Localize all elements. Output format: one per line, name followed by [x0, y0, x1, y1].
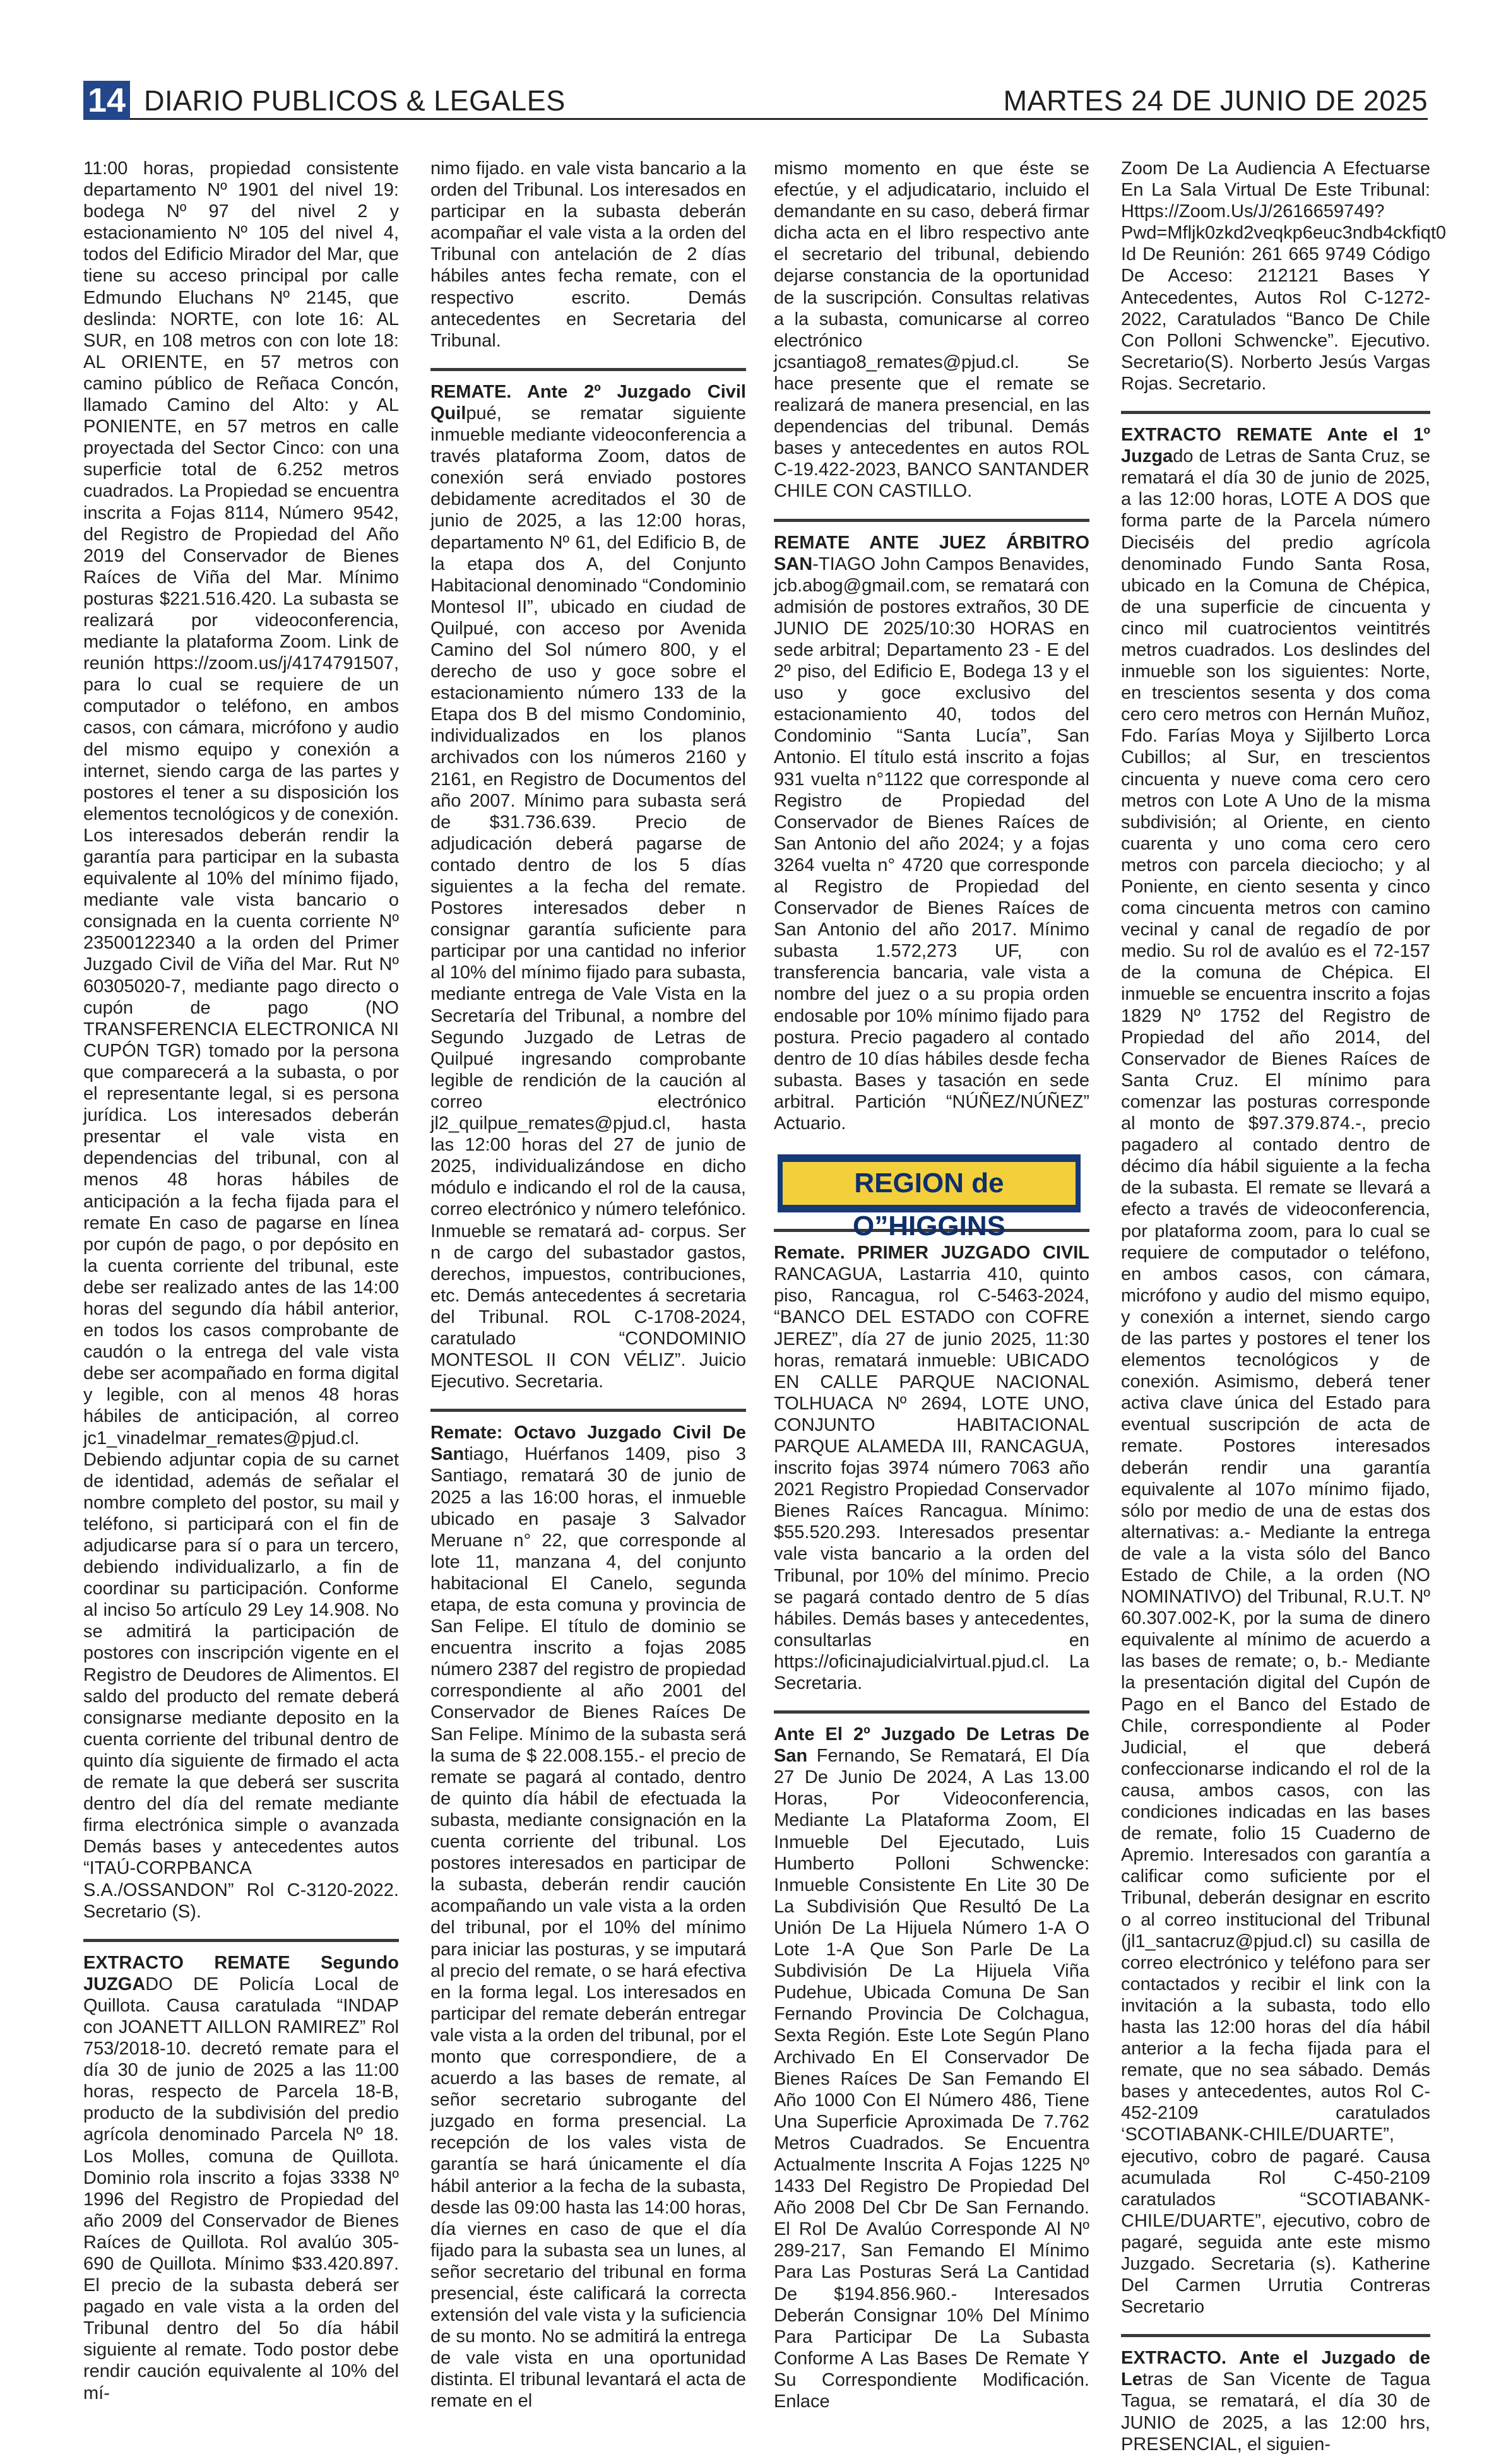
notice-text: do de Letras de Santa Cruz, se rematará el día 30 de junio de 2025, a las 12:00 horas, LOTE A DOS que forma parte de la Parcela número Dieciséis del predio agrícola denominado Fundo Santa Rosa, ubicado en la Comuna de Chépica, de una superficie de cincuenta y cinco mil cuatrocientos veintitrés metros cuadrados. Los deslindes del inmueble son los siguientes: Norte, en trescientos sesenta y dos coma cero cero metros con Hernán Muñoz, Fdo. Farías Moya y Sijilberto Lorca Cubillos; al Sur, en trescientos cincuenta y nueve coma cero cero metros con Lote A Uno de la misma subdivisión; al Oriente, en ciento cuarenta y uno coma cero cero metros con parcela dieciocho; y al Poniente, en ciento sesenta y cinco coma cincuenta metros con camino vecinal y canal de regadío de por medio. Su rol de avalúo es el 72-157 de la comuna de Chépica. El inmueble se encuentra inscrito a fojas 1829 Nº 1752 del Registro de Propiedad del año 2014, del Conservador de Bienes Raíces de Santa Cruz. El mínimo para comenzar las posturas corresponde al monto de $97.379.874.-, precio pagadero al contado dentro de décimo día hábil siguiente a la fecha de la subasta. El remate se llevará a efecto a través de videoconferencia, por plataforma zoom, para lo cual se requiere de computador o teléfono, en ambos casos, con cámara, micrófono y audio del mismo equipo, y conexión a internet, siendo cargo de las partes y postores el tener los elementos tecnológicos y de conexión. Asimismo, deberá tener activa clave única del Estado para eventual suscripción de acta de remate. Postores interesados deberán rendir una garantía equivalente al 107o mínimo fijado, sólo por medio de una de estas dos alternativas: a.- Mediante la entrega de vale a la vista sólo del Banco Estado de Chile, a la orden (NO NOMINATIVO) del Tribunal, R.U.T. Nº 60.307.002-K, por la suma de dinero equivalente al mínimo de acuerdo a las bases de remate; o, b.- Mediante la presentación digital del Cupón de Pago en el Banco del Estado de Chile, correspondiente al Poder Judicial, el que deberá confeccionarse indicando el rol de la causa, ambos casos, con las condiciones indicadas en las bases de remate, folio 15 Cuaderno de Apremio. Interesados con garantía a calificar como suficiente por el Tribunal, deberán designar en escrito o al correo institucional del Tribunal (jl1_santacruz@pjud.cl) su casilla de correo electrónico y teléfono para ser contactados y recibir el link con la invitación a la subasta, todo ello hasta las 12:00 horas del día hábil anterior a la fecha fijada para el remate, que no sea sábado. Demás bases y antecedentes, autos Rol C-452-2109 caratulados ‘SCOTIABANK-CHILE/DUARTE”, ejecutivo, cobro de pagaré. Causa acumulada Rol C-450-2109 caratulados “SCOTIABANK-CHILE/DUARTE”, ejecutivo, cobro de pagaré, seguida ante este mismo Juzgado. Secretaria (s). Katherine Del Carmen Urrutia Contreras Secretario: [1121, 446, 1430, 2318]
notice-body: [1121, 424, 1430, 2318]
notice-text: RANCAGUA, Lastarria 410, quinto piso, Rancagua, rol C-5463-2024, “BANCO DEL ESTADO con COFRE JEREZ”, día 27 de junio 2025, 11:30 horas, rematará inmueble: UBICADO EN CALLE PARQUE NACIONAL TOLHUACA Nº 2694, LOTE UNO, CONJUNTO HABITACIONAL PARQUE ALAMEDA III, RANCAGUA, inscrito fojas 3974 número 7063 año 2021 Registro Propiedad Conservador Bienes Raíces Rancagua. Mínimo: $55.520.293. Interesados presentar vale vista bancario a la orden del Tribunal, por 10% del mínimo. Precio se pagará contado dentro de 5 días hábiles. Demás bases y antecedentes, consultarlas en https://oficinajudicialvirtual.pjud.cl. La Secretaria.: [774, 1264, 1089, 1693]
publication-title: DIARIO PUBLICOS & LEGALES: [144, 85, 566, 117]
header-rule: [130, 118, 1428, 120]
column-3: [774, 158, 1090, 2412]
notice-text: -TIAGO John Campos Benavides, jcb.abog@gmail.com, se rematará con admisión de postores extraños, 30 DE JUNIO DE 2025/10:30 HORAS en sede arbitral; Departamento 23 - E del 2º piso, del Edificio E, Bodega 13 y el uso y goce exclusivo del estacionamiento 40, todos del Condominio “Santa Lucía”, San Antonio. El título está inscrito a fojas 931 vuelta n°1122 que corresponde al Registro de Propiedad del Conservador de Bienes Raíces de San Antonio del año 2024; y a fojas 3264 vuelta n° 4720 que corresponde al Registro de Propiedad del Conservador de Bienes Raíces de San Antonio del año 2017. Mínimo subasta 1.572,273 UF, con transferencia bancaria, vale vista a nombre del juez o a su propia orden endosable por 10% mínimo fijado para postura. Precio pagadero al contado dentro de 10 días hábiles desde fecha subasta. Bases y tasación en sede arbitral. Partición “NÚÑEZ/NÚÑEZ” Actuario.: [774, 554, 1089, 1134]
notice: [430, 158, 746, 360]
notice-body: [774, 532, 1089, 1135]
notice: [774, 1242, 1089, 1703]
page-header: [83, 81, 1428, 121]
notice-heading: REMATE ANTE JUEZ ÁRBITRO SAN: [774, 532, 1089, 574]
notice-heading: Remate. PRIMER JUZGADO CIVIL: [774, 1243, 1089, 1264]
notice-text: Fernando, Se Rematará, El Día 27 De Junio De 2024, A Las 13.00 Horas, Por Videoconferencia, Mediante La Plataforma Zoom, El Inmueble Del Ejecutado, Luis Humberto Polloni Schwencke: Inmueble Consistente En Lite 30 De La Subdivisión Que Resultó De La Unión De La Hijuela Número 1-A O Lote 1-A Que Son Parle De La Subdivisión De La Hijuela Viña Pudehue, Ubicada Comuna De San Fernando Provincia De Colchagua, Sexta Región. Este Lote Según Plano Archivado En El Conservador De Bienes Raíces De San Femando El Año 1000 Con El Número 486, Tiene Una Superficie Aproximada De 7.762 Metros Cuadrados. Se Encuentra Actualmente Inscrita A Fojas 1225 Nº 1433 Del Registro De Propiedad Del Año 2008 Del Cbr De San Fernando. El Rol De Avalúo Corresponde Al Nº 289-217, San Femando El Mínimo Para Las Posturas Será La Cantidad De $194.856.960.- Interesados Deberán Consignar 10% Del Mínimo Para Participar De La Subasta Conforme A Las Bases De Remate Y Su Correspondiente Modificación. Enlace: [774, 1746, 1090, 2412]
notice: [774, 158, 1089, 511]
notice-divider: [430, 1409, 746, 1412]
notice-divider: [1121, 2334, 1430, 2337]
notice-heading: EXTRACTO. Ante el Juzgado de Le: [1121, 2348, 1430, 2390]
notice-body: [1121, 2347, 1430, 2455]
notice-divider: [1121, 411, 1430, 414]
notice: [774, 532, 1089, 1144]
notice: [430, 381, 746, 1401]
notice-body: 11:00 horas, propiedad consistente departamento Nº 1901 del nivel 19: bodega Nº 97 del nivel 2 y estacionamiento Nº 105 del nivel 4, todos del Edificio Mirador del Mar, que tiene su acceso principal por calle Edmundo Eluchans Nº 2145, que deslinda: NORTE, con lote 16: AL SUR, en 108 metros con con lote 18: AL ORIENTE, en 57 metros con camino público de Reñaca Concón, llamado Camino del Alto: y AL PONIENTE, en 57 metros en calle proyectada del Sector Cinco: con una superficie total de 6.252 metros cuadrados. La Propiedad se encuentra inscrita a Fojas 8114, Número 9542, del Registro de Propiedad del Año 2019 del Conservador de Bienes Raíces de Viña del Mar. Mínimo posturas $221.516.420. La subasta se realizará por videoconferencia, mediante la plataforma Zoom. Link de reunión https://zoom.us/j/4174791507, para lo cual se requiere de un computador o teléfono, en ambos casos, con cámara, micrófono y audio del mismo equipo y conexión a internet, siendo carga de las partes y postores el tener a su disposición los elementos tecnológicos y de conexión. Los interesados deberán rendir la garantía para participar en la subasta equivalente al 10% del mínimo fijado, mediante vale vista bancario o consignada en la cuenta corriente Nº 23500122340 a la orden del Primer Juzgado Civil de Viña del Mar. Rut Nº 60305020-7, mediante pago directo o cupón de pago (NO TRANSFERENCIA ELECTRONICA NI CUPÓN TGR) tomado por la persona que comparecerá a la subasta, o por el representante legal, si es persona jurídica. Los interesados deberán presentar el vale vista en dependencias del tribunal, con al menos 48 horas hábiles de anticipación a la fecha fijada para el remate En caso de pagarse en línea por cupón de pago, o por depósito en la cuenta corriente del tribunal, este debe ser realizado antes de las 14:00 horas del segundo día hábil anterior, en todos los casos comprobante de caudón o la entrega del vale vista debe ser acompañado en forma digital y legible, con al menos 48 horas hábiles de anticipación, al correo jc1_vinadelmar_remates@pjud.cl. Debiendo adjuntar copia de su carnet de identidad, además de señalar el nombre completo del postor, su mail y teléfono, si participará con el fin de adjudicarse para sí o para un tercero, debiendo individualizarlo, a fin de coordinar su participación. Conforme al inciso 5o artículo 29 Ley 14.908. No se admitirá la participación de postores con inscripción vigente en el Registro de Deudores de Alimentos. El saldo del producto del remate deberá consignarse mediante deposito en la cuenta corriente del tribunal dentro de quinto día siguiente de firmado el acta de remate la que deberá ser suscrita dentro del día del remate mediante firma electrónica simple o avanzada Demás bases y antecedentes autos “ITAÚ-CORPBANCA S.A./OSSANDON” Rol C-3120-2022. Secretario (S).: [83, 158, 399, 1922]
notice-body: mismo momento en que éste se efectúe, y el adjudicatario, incluido el demandante en su caso, deberá firmar dicha acta en el libro respectivo ante el secretario del tribunal, debiendo dejarse constancia de la oportunidad de la suscripción. Consultas relativas a la subasta, comunicarse al correo electrónico jcsantiago8_remates@pjud.cl. Se hace presente que el remate se realizará de manera presencial, en las dependencias del tribunal. Demás bases y antecedentes en autos ROL C-19.422-2023, BANCO SANTANDER CHILE CON CASTILLO.: [774, 158, 1089, 502]
notice-body: Zoom De La Audiencia A Efectuarse En La Sala Virtual De Este Tribunal: Https://Zoom.Us/J/2616659749?Pwd=Mfljk0zkd2veqkp6euc3ndb4ckfiqt0 Id De Reunión: 261 665 9749 Código De Acceso: 212121 Bases Y Antecedentes, Autos Rol C-1272-2022, Caratulados “Banco De Chile Con Polloni Schwencke”. Ejecutivo. Secretario(S). Norberto Jesús Vargas Rojas. Secretario.: [1121, 158, 1447, 394]
notice-divider: [774, 519, 1089, 522]
notice-body: [430, 381, 746, 1392]
page-number: 14: [83, 81, 130, 120]
region-banner: [778, 1154, 1081, 1242]
notice-heading: Ante El 2º Juzgado De Letras De San: [774, 1724, 1089, 1767]
notice-heading: REMATE. Ante 2º Juzgado Civil Quil: [430, 381, 746, 424]
notice: [83, 158, 399, 1931]
notice-heading: EXTRACTO REMATE Segundo JUZGA: [83, 1952, 399, 1994]
notice: [1121, 158, 1447, 403]
notice-divider: [430, 368, 746, 371]
notice-heading: EXTRACTO REMATE Ante el 1º Juzga: [1121, 425, 1430, 467]
notice-text: tiago, Huérfanos 1409, piso 3 Santiago, rematará 30 de junio de 2025 a las 16:00 horas, el inmueble ubicado en pasaje 3 Salvador Meruane n° 22, que corresponde al lote 11, manzana 4, del conjunto habitacional El Canelo, segunda etapa, de esta comuna y provincia de San Felipe. El título de dominio se encuentra inscrito a fojas 2085 número 2387 del registro de propiedad correspondiente al año 2001 del Conservador de Bienes Raíces De San Felipe. Mínimo de la subasta será la suma de $ 22.008.155.- el precio de remate se pagará al contado, dentro de quinto día hábil de efectuada la subasta, mediante consignación en la cuenta corriente del tribunal. Los postores interesados en participar de la subasta, deberán rendir caución acompañando un vale vista a la orden del tribunal, por el 10% del mínimo para iniciar las posturas, y se imputará al precio del remate, o se hará efectiva en la forma legal. Los interesados en participar del remate deberán entregar vale vista a la orden del tribunal, por el monto que correspondiere, de a acuerdo a las bases de remate, al señor secretario subrogante del juzgado en forma presencial. La recepción de los vales vista de garantía se hará únicamente el día hábil anterior a la fecha de la subasta, desde las 09:00 hasta las 14:00 horas, día viernes en caso de que el día fijado para la subasta sea un lunes, al señor secretario del tribunal en forma presencial, éste calificará la correcta extensión del vale vista y la suficiencia de su monto. No se admitirá la entrega de vale vista en una oportunidad distinta. El tribunal levantará el acta de remate en el: [430, 1444, 746, 2412]
notice-body: [774, 1724, 1089, 2412]
notice: [774, 1724, 1089, 2421]
notice-text: pué, se rematar siguiente inmueble mediante videoconferencia a través plataforma Zoom, datos de conexión será enviado postores debidamente acreditados el 30 de junio de 2025, a las 12:00 horas, departamento Nº 61, del Edificio B, de la etapa dos A, del Conjunto Habitacional denominado “Condominio Montesol II”, ubicado en ciudad de Quilpué, con acceso por Avenida Camino del Sol número 800, y el derecho de uso y goce sobre el estacionamiento número 133 de la Etapa dos B del mismo Condominio, individualizados en los planos archivados con los números 2160 y 2161, en Registro de Documentos del año 2007. Mínimo para subasta será de $31.736.639. Precio de adjudicación deberá pagarse de contado dentro de los 5 días siguientes a la fecha del remate. Postores interesados deber n consignar garantía suficiente para participar por una cantidad no inferior al 10% del mínimo fijado para subasta, mediante entrega de Vale Vista en la Secretaría del Tribunal, a nombre del Segundo Juzgado de Letras de Quilpué ingresando comprobante legible de rendición de la caución al correo electrónico jl2_quilpue_remates@pjud.cl, hasta las 12:00 horas del 27 de junio de 2025, individualizándose en dicho módulo e indicando el rol de la causa, correo electrónico y número telefónico. Inmueble se rematará ad- corpus. Ser n de cargo del subastador gastos, derechos, impuestos, contribuciones, etc. Demás antecedentes á secretaria del Tribunal. ROL C-1708-2024, caratulado “CONDOMINIO MONTESOL II CON VÉLIZ”. Juicio Ejecutivo. Secretaria.: [430, 403, 746, 1392]
notice-text: tras de San Vicente de Tagua Tagua, se rematará, el día 30 de JUNIO de 2025, a las 12:00 hrs, PRESENCIAL, el siguien-: [1121, 2369, 1430, 2455]
notice: [430, 1422, 746, 2420]
region-banner-label: REGION de O”HIGGINS: [783, 1162, 1076, 1205]
notice-body: [83, 1952, 399, 2404]
notice: [1121, 424, 1430, 2326]
notice-divider: [774, 1710, 1089, 1714]
notice-body: [774, 1242, 1089, 1694]
notice-body: [430, 1422, 746, 2412]
notice-body: nimo fijado. en vale vista bancario a la orden del Tribunal. Los interesados en participar en la subasta deberán acompañar el vale vista a la orden del Tribunal con antelación de 2 días hábiles antes fecha remate, con el respectivo escrito. Demás antecedentes en Secretaria del Tribunal.: [430, 158, 746, 351]
issue-date: MARTES 24 DE JUNIO DE 2025: [1003, 85, 1428, 117]
column-2: [430, 158, 746, 2412]
column-4: [1121, 158, 1447, 2455]
notice: [1121, 2347, 1430, 2463]
notice: [83, 1952, 399, 2413]
notice-divider: [83, 1939, 399, 1942]
notice-heading: Remate: Octavo Juzgado Civil De San: [430, 1423, 746, 1465]
column-1: [83, 158, 399, 2403]
notice-text: DO DE Policía Local de Quillota. Causa caratulada “INDAP con JOANETT AILLON RAMIREZ” Rol 753/2018-10. decretó remate para el día 30 de junio de 2025 a las 11:00 horas, respecto de Parcela 18-B, producto de la subdivisión del predio agrícola denominado Parcela Nº 18. Los Molles, comuna de Quillota. Dominio rola inscrito a fojas 3338 Nº 1996 del Registro de Propiedad del año 2009 del Conservador de Bienes Raíces de Quillota. Rol avalúo 305-690 de Quillota. Mínimo $33.420.897. El precio de la subasta deberá ser pagado en vale vista a la orden del Tribunal dentro del 5o día hábil siguiente al remate. Todo postor debe rendir caución equivalente al 10% del mí-: [83, 1974, 399, 2403]
